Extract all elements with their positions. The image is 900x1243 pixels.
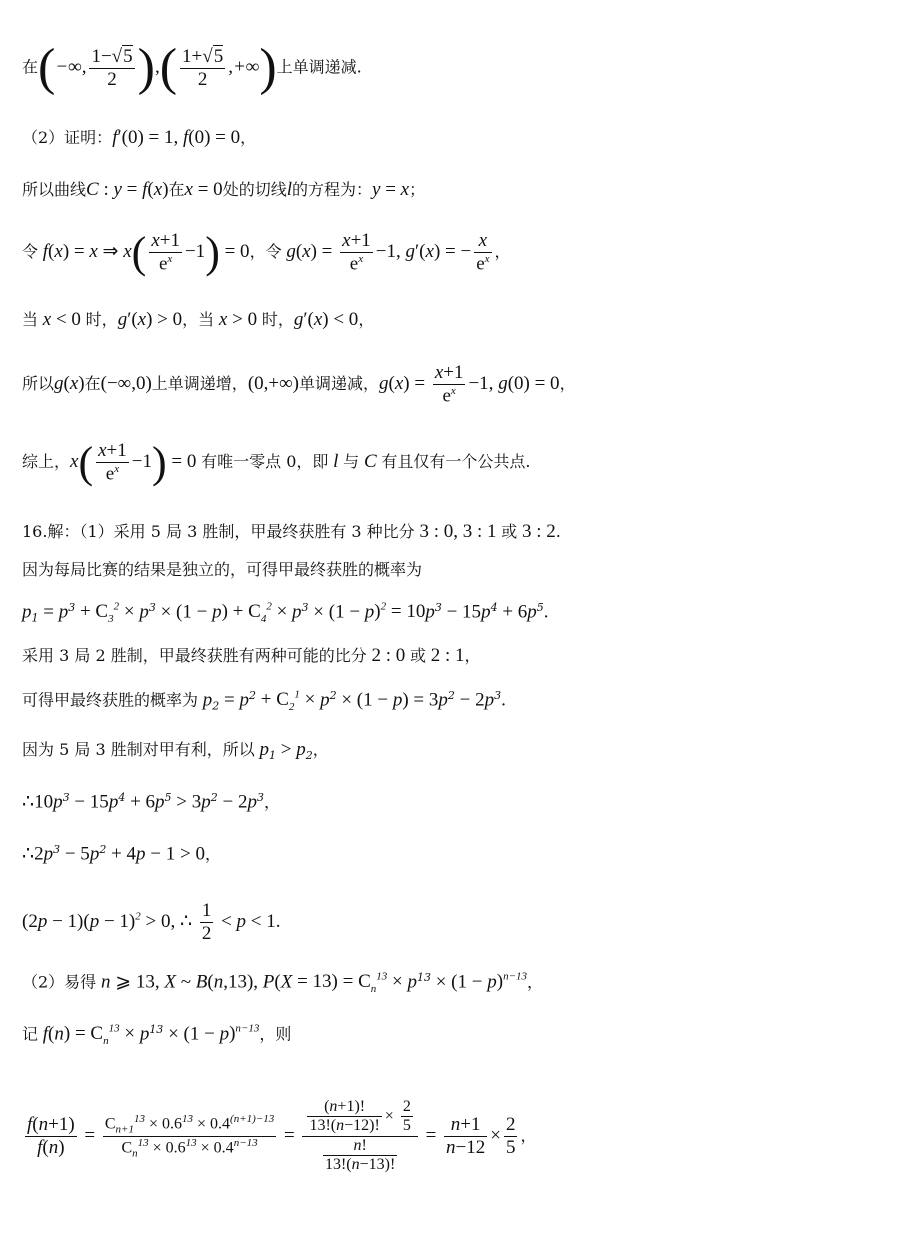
line-11: 采用 3 局 2 胜制，甲最终获胜有两种可能的比分 2 : 0 或 2 : 1， bbox=[22, 645, 481, 666]
line-12: 可得甲最终获胜的概率为 $p_2 = p^2 + C_2^1 \times p^2 \times (1 - p) = 3p^2 - 2p^3$. bbox=[22, 689, 506, 714]
line-1: 在(−∞, $\frac{1-√5}{2}$ ),( $\frac{1+√5}{2}$ ,+∞)上单调递减. bbox=[22, 39, 362, 96]
line-15: $\therefore 2p^3 - 5p^2 + 4p - 1 > 0$， bbox=[22, 843, 221, 865]
line-17: （2）易得 n ⩾ 13, X ~ B(n,13), $P(X = 13) = C_n^{13} \times p^{13} \times (1 - p)^{n-13}$， bbox=[22, 971, 544, 996]
line-18: 记 $f(n) = C_n^{13} \times p^{13} \times (1 - p)^{n-13}$，则 bbox=[22, 1023, 292, 1048]
line-2: （2）证明：f′(0) = 1, f(0) = 0， bbox=[22, 127, 257, 148]
line-10: $p_1 = p^3 + C_3^2 \times p^3 \times (1 - p) + C_4^2 \times p^3 \times (1 - p)^2 = 10p^3 - 15p^4 + 6p^5$. bbox=[22, 601, 549, 626]
line-13: 因为 5 局 3 胜制对甲有利，所以 $p_1 > p_2$， bbox=[22, 739, 329, 763]
line-8: 16.解：（1）采用 5 局 3 胜制，甲最终获胜有 3 种比分 3 : 0, 3 : 1 或 3 : 2. bbox=[22, 521, 561, 542]
line-5: 当 x < 0 时，g′(x) > 0，当 x > 0 时，g′(x) < 0， bbox=[22, 309, 375, 330]
line-6: 所以g(x)在(−∞,0)上单调递增，(0,+∞)单调递减，g(x) = $\frac{x+1}{e^x}$ −1, g(0) = 0， bbox=[22, 362, 576, 407]
line-19: $\frac{f(n+1)}{f(n)}$ = $\frac{C_{n+1}^{13} \times 0.6^{13} \times 0.4^{(n+1)-13}}{C_n^{13} \times 0.6^{13} \times 0.4^{n-13}}$ = $\frac{(n+1)!}{13!(n-12)!}$ × $\frac{2}{5}$ $\frac{n!}{13!(n-13)!}$ = $\frac{n+1}{n-12}$ × $\frac{2}{5}$ ， bbox=[27, 1098, 537, 1174]
line-16: $(2p - 1)(p - 1)^2 > 0$, ∴ $\frac{1}{2}$ < p < 1. bbox=[22, 900, 281, 944]
line-3: 所以曲线C : y = f(x)在x = 0处的切线l的方程为：y = x； bbox=[22, 179, 426, 200]
line-7: 综上，x( $\frac{x+1}{e^x}$ −1) = 0 有唯一零点 0，即 l 与 C 有且仅有一个公共点. bbox=[22, 437, 531, 487]
line-4: 令 f(x) = x ⇒ x( $\frac{x+1}{e^x}$ −1) = 0，令 g(x) = $\frac{x+1}{e^x}$ −1, g′(x) = − $\frac{x}{e^x}$ ， bbox=[22, 227, 511, 277]
line-14: $\therefore 10p^3 - 15p^4 + 6p^5 > 3p^2 - 2p^3$， bbox=[22, 791, 280, 813]
line-9: 因为每局比赛的结果是独立的，可得甲最终获胜的概率为 bbox=[22, 560, 423, 579]
